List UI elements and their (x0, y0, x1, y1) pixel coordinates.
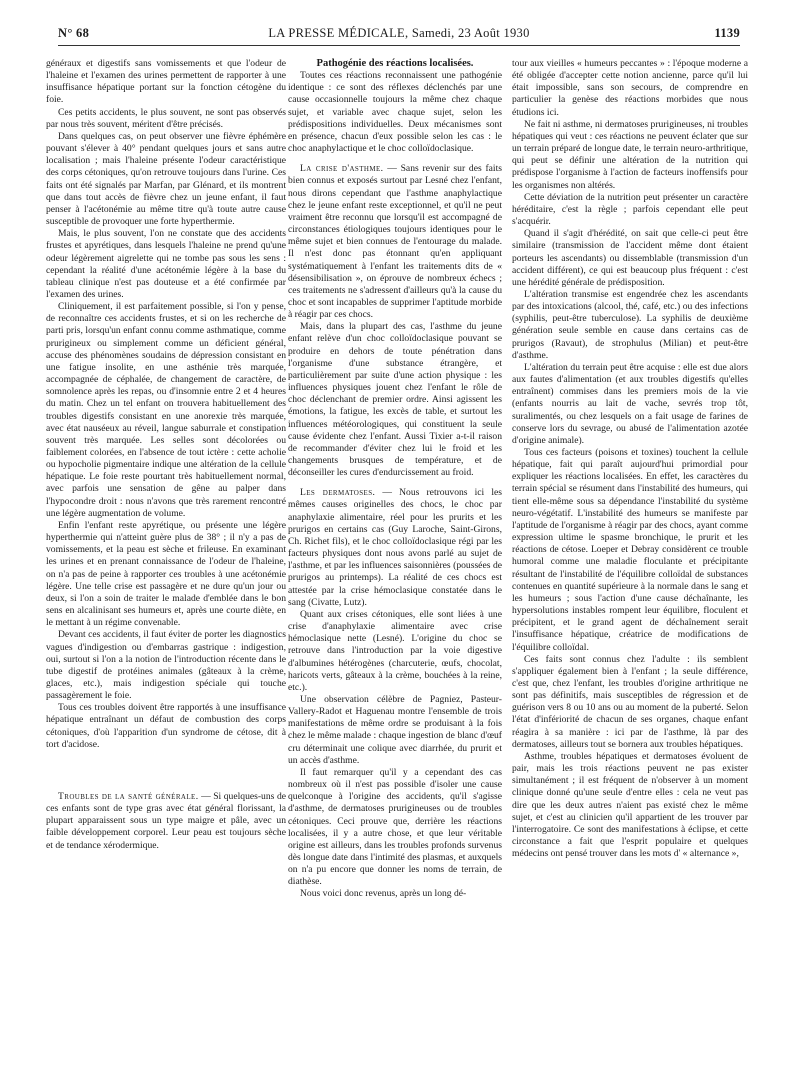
paragraph: Mais, dans la plupart des cas, l'asthme du jeune enfant relève d'un choc colloïdoclasique pouvant se produire en dehors de toute pénétration dans l'organisme d'une substance étrangère, et particulièrement par suite d'une action physique : les influences physiques jouent chez l'enfant le rôle de choc déclenchant de premier ordre. Ainsi agissent les émotions, la fatigue, les excès de table, et surtout les influences météorologiques, qui constituent la seule cause évidente chez l'enfant. Aussi Tixier a-t-il raison de recommander d'éviter chez lui le froid et les changements brusques de température, et de déconseiller les cures d'endurcissement au froid. (288, 321, 502, 479)
paragraph: Il faut remarquer qu'il y a cependant des cas nombreux où il n'est pas possible d'isoler une cause quelconque à l'origine des accidents, qu'il s'agisse d'asthme, de dermatoses prurigineuses ou de troubles cétoniques. Ceci prouve que, derrière les réactions localisées, il y a autre chose, et que leur véritable origine est ailleurs, dans les troubles profonds survenus dès longue date dans l'intimité des plasmas, et auxquels on n'a pu encore que donner les noms de terrain, de diathèse. (288, 766, 502, 888)
page-header (58, 26, 740, 42)
header-rule (58, 45, 740, 46)
column-left (46, 58, 286, 852)
section-lead: Troubles de la santé générale. (58, 790, 199, 802)
paragraph: Tous ces troubles doivent être rapportés à une insuffisance hépatique entraînant un défaut de combustion des corps cétoniques, d'où l'apparition d'un syndrome de cétose, dit à tort d'acidose. (46, 702, 286, 750)
paragraph: Asthme, troubles hépatiques et dermatoses évoluent de pair, mais les trois réactions peuvent ne pas exister simultanément ; il est fréquent de n'observer à un moment clinique donné qu'une seule d'entre elles : cela ne veut pas dire que les deux autres n'aient pas existé chez le même sujet, et c'est au clinicien qu'il appartient de les trouver par l'interrogatoire. Ce sont des manifestations à éclipse, et cette circonstance a fait que l'esprit populaire et quelques médecins ont pensé trouver dans les mots d' « alternance », (512, 750, 748, 860)
paragraph: tour aux vieilles « humeurs peccantes » : l'époque moderne a été obligée d'accepter cette notion ancienne, parce qu'il lui était impossible, sans son secours, de comprendre en particulier la genèse des réactions morbides que nous étudions ici. (512, 58, 748, 118)
paragraph: Mais, le plus souvent, l'on ne constate que des accidents frustes et apyrétiques, dans lesquels l'haleine ne prend qu'une odeur légèrement aigrelette qui ne tombe pas sous les sens : cependant la réalité d'une acétonémie légère à la base du tableau clinique n'est pas douteuse et a été confirmée par l'examen des urines. (46, 228, 286, 300)
paragraph: Devant ces accidents, il faut éviter de porter les diagnostics vagues d'indigestion ou d'embarras gastrique : indigestion, oui, surtout si l'on a la notion de l'introduction récente dans le tube digestif de protéines animales (gâteaux à la crème, glaces, etc.), mais indigestion spéciale qui touche passagèrement le foie. (46, 629, 286, 702)
paragraph: Ne fait ni asthme, ni dermatoses prurigineuses, ni troubles hépatiques qui veut : ces réactions ne peuvent éclater que sur un terrain préparé de longue date, le terrain neuro-arthritique, qui peut se définir une altération de la nutrition qui prédispose l'organisme à l'action de facteurs inoffensifs pour les organismes non altérés. (512, 118, 748, 191)
issue-number: N° 68 (58, 26, 90, 40)
paragraph: Quant aux crises cétoniques, elle sont liées à une crise d'anaphylaxie alimentaire avec crise hémoclasique nette (Lesné). L'origine du choc se retrouve dans l'introduction par la voie digestive d'albumines hétérogènes (charcuterie, œufs, chocolat, haricots verts, gâteaux à la crème, bouchées à la reine, etc.). (288, 608, 502, 693)
paragraph: Enfin l'enfant reste apyrétique, ou présente une légère hyperthermie qui n'atteint guère plus de 38° ; il n'y a pas de vomissements, et la peau est sèche et frileuse. En examinant les urines et en prenant connaissance de l'odeur de l'haleine, on n'a pas de peine à rapporter ces troubles à une acétonémie légère. Une telle crise est passagère et ne dure qu'un jour ou deux, si l'on a soin de traiter le malade d'emblée dans le bon sens en alcalinisant ses humeurs et, après une courte diète, en le mettant à un régime convenable. (46, 519, 286, 629)
column-right (512, 58, 748, 860)
paragraph-text: — Si quelques-uns de ces enfants sont de type gras avec état général florissant, la plupart apparaissent sous un type maigre et pâle, avec un faible développement corporel. Leur peau est toujours sèche et de tendance xérodermique. (46, 790, 286, 851)
paragraph-text: — Nous retrouvons ici les mêmes causes originelles des chocs, le choc par anaphylaxie alimentaire, réel pour les prurits et les prurigos en certains cas (Guy Laroche, Saint-Girons, Ch. Richet fils), et le choc colloïdoclasique régi par les facteurs physiques dont nous avons parlé au sujet de l'asthme, et par les influences saisonnières (poussées de prurigos au printemps). La réalité de ces chocs est attestée par la crise hémoclasique constatée dans le sang (Civatte, Lutz). (288, 487, 502, 608)
paragraph: Dans quelques cas, on peut observer une fièvre éphémère pouvant s'élever à 40° pendant quelques jours et sans autre localisation ; mais l'haleine présente l'odeur caractéristique des corps cétoniques, qu'on retrouve toujours dans l'urine. Ces faits ont été signalés par Marfan, par Glénard, et ils montrent que dans tout accès de fièvre chez un jeune enfant, il faut penser à l'acétonémie au même titre qu'à toute autre cause susceptible de provoquer une forte hyperthermie. (46, 130, 286, 228)
section-lead: La crise d'asthme. (300, 163, 384, 175)
paragraph: Ces petits accidents, le plus souvent, ne sont pas observés par nous très souvent, méritent d'être précisés. (46, 106, 286, 130)
section-lead: Les dermatoses. (300, 487, 376, 499)
paragraph (46, 791, 286, 852)
page-number: 1139 (714, 26, 740, 40)
column-spacer (46, 751, 286, 791)
paragraph: généraux et digestifs sans vomissements et que l'odeur de l'haleine et l'examen des urines permettent de rapporter à une insuffisance hépatique portant sur la fonction cétogène du foie. (46, 58, 286, 106)
paragraph-text: — Sans revenir sur des faits bien connus et exposés surtout par Lesné chez l'enfant, nous dirons cependant que l'asthme anaphylactique chez le jeune enfant reste exceptionnel, et qu'il ne peut vraiment être reconnu que lorsqu'il est accompagné de circonstances étiologiques toujours identiques pour le même sujet et bien connues de l'entourage du malade. Il n'est donc pas étonnant qu'en appliquant systématiquement à l'enfant les traitements dits de « désensibilisation », on éprouve de nombreux échecs ; ces traitements ne s'adressent d'ailleurs qu'à la cause du choc et sont incapables de supprimer l'aptitude morbide à réagir par ces chocs. (288, 163, 503, 321)
paragraph: Une observation célèbre de Pagniez, Pasteur-Vallery-Radot et Haguenau montre l'ensemble de trois manifestations de même ordre se produisant à la fois chez le même malade : chaque ingestion de blanc d'œuf cru déterminait une colique avec diarrhée, du prurit et un accès d'asthme. (288, 693, 502, 766)
paragraph (288, 163, 502, 321)
journal-title: LA PRESSE MÉDICALE, Samedi, 23 Août 1930 (268, 26, 530, 40)
section-title: Pathogénie des réactions localisées. (316, 58, 474, 69)
paragraph-gap (288, 479, 502, 487)
paragraph: Cliniquement, il est parfaitement possible, si l'on y pense, de reconnaître ces accidents frustes, et si on les recherche de parti pris, lorsqu'un enfant connu comme asthmatique, comme prurigineux ou simplement comme un déficient général, accuse des phénomènes soudains de dépression consistant en une fatigue insolite, en une asthénie très marquée, accompagnée de céphalée, de changement de caractère, de somnolence après les repas, ou d'insomnie entre 2 et 4 heures du matin. Chez un tel enfant on trouvera habituellement des troubles digestifs consistant en une anorexie très marquée, avec état nauséeux au réveil, langue saburrale et constipation souvent très marquée. Les selles sont décolorées ou faiblement colorées, en l'absence de tout ictère : cette acholie ou hypocholie pigmentaire indique une altération de la cellule hépatique. Le foie reste pourtant très habituellement normal, avec parfois une sensation de gêne au palper dans l'hypocondre droit : nous n'avons que très rarement rencontré une légère augmentation de volume. (46, 301, 286, 519)
paragraph: Nous voici donc revenus, après un long dé- (300, 888, 467, 900)
paragraph: Ces faits sont connus chez l'adulte : ils semblent s'appliquer également bien à l'enfant ; la seule différence, c'est que, chez l'enfant, les troubles d'origine arthritique ne sont pas définitifs, mais susceptibles de régression et de guérison vers 8 ou 10 ans ou au moment de la puberté. Selon l'état d'infériorité de chacun de ses organes, chaque enfant réagira à sa manière : ici par de l'asthme, là par des dermatoses, ailleurs tout se bornera aux troubles hépatiques. (512, 653, 748, 750)
paragraph (288, 487, 502, 609)
paragraph: Tous ces facteurs (poisons et toxines) touchent la cellule hépatique, fait qui paraît aujourd'hui primordial pour expliquer les réactions localisées. En effet, les caractères du terrain spécial se résument dans l'instabilité des humeurs, qui tient elle-même sous sa dépendance l'instabilité du système neuro-végétatif. L'instabilité des humeurs se manifeste par l'aptitude de l'organisme à réagir par des chocs, ayant comme expression ultime le spasme bronchique, le prurit et les réactions de cétose. Loeper et Debray considèrent ce trouble humoral comme une maladie floculante et précipitante résultant de l'instabilité de l'équilibre colloïdal de substances contenues en quantité supérieure à la normale dans le sang et les humeurs ; sous l'action d'une cause déchaînante, les hypersolutions instables rompent leur équilibre, floculent et précipitent, et le grand agent de déchaînement serait l'insuffisance hépatique, créatrice de modifications de l'équilibre colloïdal. (512, 447, 748, 653)
paragraph: L'altération du terrain peut être acquise : elle est due alors aux fautes d'alimentation (et aux troubles digestifs qu'elles entraînent) commises dans les premiers mois de la vie (enfants nourris au lait de vache, sevrés trop tôt, suralimentés, ou chez lesquels on a fait usage de farines de conserve lors du sevrage, ou abusé de l'alimentation azotée d'origine animale). (512, 361, 748, 446)
paragraph: L'altération transmise est engendrée chez les ascendants par des intoxications (alcool, thé, café, etc.) ou des infections (syphilis, peut-être tuberculose). La syphilis de deuxième génération seule semble en cause dans certains cas de prurigos (Ravaut), de strophulus (Milian) et peut-être d'asthme. (512, 288, 748, 361)
paragraph: Toutes ces réactions reconnaissent une pathogénie identique : ce sont des réflexes déclenchés par une cause occasionnelle toujours la même chez chaque sujet, et variable avec chaque sujet, selon les prédispositions individuelles. Deux mécanismes sont en présence, chacun d'eux possible selon les cas : le choc anaphylactique et le choc colloïdoclasique. (288, 70, 502, 155)
column-middle (288, 58, 502, 901)
paragraph: Cette déviation de la nutrition peut présenter un caractère héréditaire, c'est la règle ; parfois cependant elle peut s'acquérir. (512, 191, 748, 228)
paragraph-gap (288, 155, 502, 163)
paragraph: Quand il s'agit d'hérédité, on sait que celle-ci peut être similaire (transmission de l'accident même dont étaient porteurs les ascendants) ou dissemblable (transmission d'un accident différent), ce qui est beaucoup plus fréquent : c'est une hérédité générale de prédisposition. (512, 228, 748, 288)
